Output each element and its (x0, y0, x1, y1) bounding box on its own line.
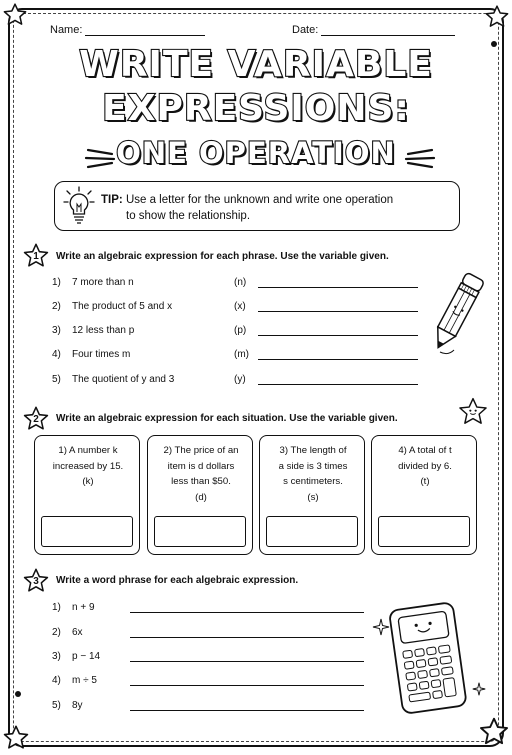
situation-card-3 (259, 435, 365, 555)
s3-answer-line[interactable] (130, 661, 364, 662)
sparkle-icon (472, 682, 486, 696)
tip-line-1: Use a letter for the unknown and write one operation (125, 194, 394, 206)
s1-item-variable: (n) (234, 277, 247, 288)
section-1-instruction: Write an algebraic expression for each phrase. Use the variable given. (56, 251, 389, 262)
s1-item-phrase: Four times m (72, 349, 131, 360)
s3-answer-line[interactable] (130, 710, 364, 711)
s3-item-num: 1) (52, 602, 61, 613)
section-3-number: 3 (33, 576, 39, 587)
s3-item-expression: p − 14 (72, 651, 101, 662)
situation-card-4 (371, 435, 477, 555)
tip-text (101, 192, 451, 224)
s1-item-num: 2) (52, 301, 61, 312)
card-line: 1) A number k (58, 445, 118, 456)
situation-card-1 (34, 435, 140, 555)
name-field[interactable] (50, 24, 205, 36)
s3-item-expression: 8y (72, 700, 83, 711)
s3-item-num: 2) (52, 627, 61, 638)
s3-item-expression: m ÷ 5 (72, 675, 97, 686)
smiling-star-icon (456, 396, 490, 428)
s1-item-variable: (m) (234, 349, 249, 360)
card-text (376, 443, 474, 490)
corner-star-icon (478, 716, 510, 748)
card-line: 3) The length of (279, 445, 347, 456)
s1-item-phrase: 12 less than p (72, 325, 135, 336)
card-line: divided by 6. (398, 460, 452, 472)
s3-item-num: 5) (52, 700, 61, 711)
tip-box (54, 181, 460, 231)
card-line: increased by 15. (52, 460, 124, 472)
situation-card-2 (147, 435, 253, 555)
date-field[interactable] (292, 24, 455, 36)
date-line[interactable] (321, 24, 455, 36)
card-line: (s) (307, 491, 319, 503)
card-answer-box[interactable] (154, 516, 246, 547)
s1-item-num: 4) (52, 349, 61, 360)
tip-label: TIP: (101, 194, 123, 206)
corner-star-icon (2, 2, 28, 28)
card-text (152, 443, 250, 505)
card-line: (d) (195, 491, 207, 503)
s1-item-variable: (y) (234, 374, 246, 385)
s1-item-phrase: The quotient of y and 3 (72, 374, 175, 385)
card-line: (k) (82, 476, 94, 487)
corner-star-icon (484, 4, 510, 30)
card-line: (t) (420, 476, 430, 487)
card-line: 2) The price of an (163, 445, 239, 456)
name-line[interactable] (85, 24, 205, 36)
pencil-icon (426, 268, 486, 360)
card-answer-box[interactable] (378, 516, 470, 547)
s1-item-phrase: The product of 5 and x (72, 301, 173, 312)
small-dot-icon (14, 690, 22, 698)
s1-answer-line[interactable] (258, 384, 418, 385)
s1-item-num: 3) (52, 325, 61, 336)
s1-answer-line[interactable] (258, 359, 418, 360)
calculator-icon (386, 600, 470, 718)
card-line: s centimeters. (283, 476, 343, 487)
s1-answer-line[interactable] (258, 287, 418, 288)
s3-item-expression: 6x (72, 627, 83, 638)
card-answer-box[interactable] (41, 516, 133, 547)
card-line: less than $50. (171, 476, 231, 487)
section-2-number: 2 (33, 414, 39, 425)
card-line: item is d dollars (167, 460, 235, 472)
s3-answer-line[interactable] (130, 612, 364, 613)
section-2-instruction: Write an algebraic expression for each situation. Use the variable given. (56, 413, 398, 424)
title-line-3: ONE OPERATION (116, 136, 396, 170)
lightbulb-icon (63, 186, 95, 226)
date-label: Date: (292, 24, 319, 36)
spark-lines-left-icon (84, 142, 118, 172)
title-line-1: WRITE VARIABLE (79, 44, 433, 85)
corner-star-icon (2, 724, 30, 752)
s3-item-num: 4) (52, 675, 61, 686)
card-answer-box[interactable] (266, 516, 358, 547)
tip-line-2: to show the relationship. (126, 210, 251, 222)
s1-item-num: 1) (52, 277, 61, 288)
card-text (39, 443, 137, 490)
s1-item-variable: (x) (234, 301, 246, 312)
name-label: Name: (50, 24, 83, 36)
section-1-number: 1 (33, 251, 39, 262)
s3-answer-line[interactable] (130, 685, 364, 686)
s1-answer-line[interactable] (258, 311, 418, 312)
card-line: a side is 3 times (278, 460, 348, 472)
spark-lines-right-icon (402, 142, 436, 172)
title-line-2: EXPRESSIONS: (102, 88, 410, 129)
s3-item-expression: n + 9 (72, 602, 95, 613)
s1-answer-line[interactable] (258, 335, 418, 336)
s1-item-num: 5) (52, 374, 61, 385)
s1-item-phrase: 7 more than n (72, 277, 134, 288)
s3-item-num: 3) (52, 651, 61, 662)
section-3-instruction: Write a word phrase for each algebraic expression. (56, 575, 299, 586)
s1-item-variable: (p) (234, 325, 247, 336)
card-text (264, 443, 362, 505)
s3-answer-line[interactable] (130, 637, 364, 638)
card-line: 4) A total of t (398, 445, 452, 456)
